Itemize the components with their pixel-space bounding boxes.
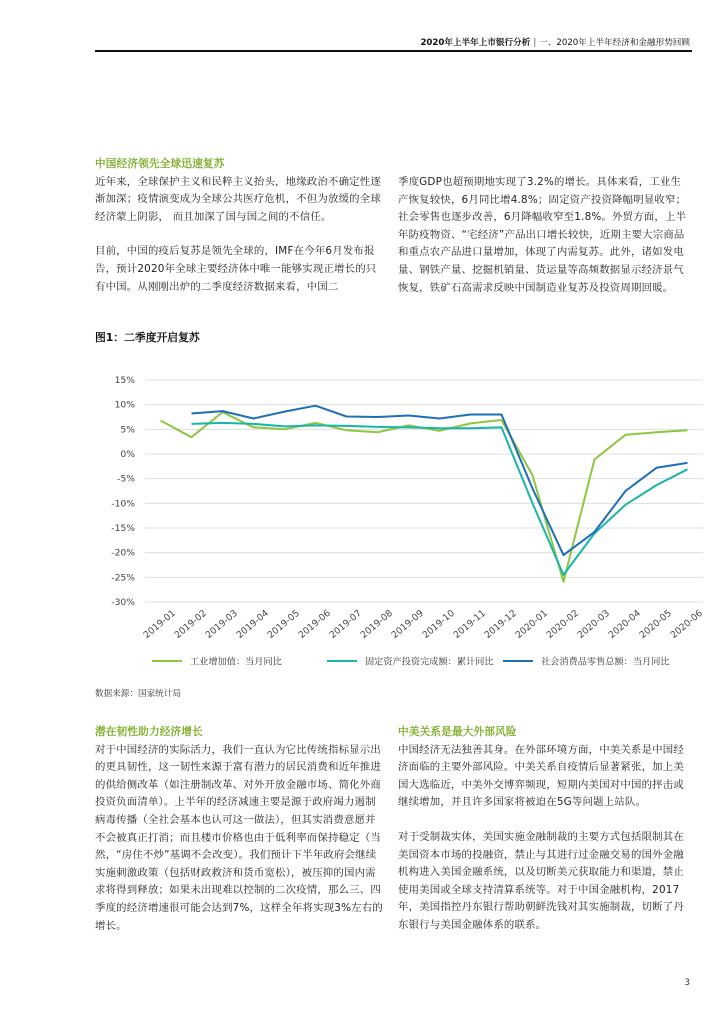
section1-left [95,156,385,296]
y-tick-label: 0% [120,449,135,460]
x-tick-label: 2019-09 [389,607,426,641]
x-tick-label: 2019-03 [203,607,240,641]
y-tick-label: -30% [111,597,135,608]
x-tick-label: 2019-11 [451,607,488,641]
report-title: 2020年上半年上市银行分析 [420,38,531,48]
y-axis-ticks [111,375,135,608]
chart-series [161,406,688,582]
section1-para1: 近年来，全球保护主义和民粹主义抬头，地缘政治不确定性逐渐加深；疫情演变成为全球公共医疗危机，不但为放缓的全球经济蒙上阴影， 而且加深了国与国之间的不信任。 [95,175,381,223]
figure-title: 图1：二季度开启复苏 [95,331,200,344]
section3-para1: 中国经济无法独善其身。在外部环境方面，中美关系是中国经济面临的主要外部风险。中美关系自疫情后显著紧张，加上美国大选临近，中美外交博弈频现，短期内美国对中国的抨击或继续增加，并且许多国家将被迫在5G等问题上站队。 [398,743,684,809]
x-tick-label: 2020-06 [668,607,705,641]
x-tick-label: 2020-02 [544,607,581,641]
section3 [398,724,690,935]
page-header: 2020年上半年上市银行分析 | 一、2020年上半年经济和金融形势回顾 [420,38,690,48]
x-tick-label: 2019-04 [234,607,271,641]
page-number: 3 [684,978,690,988]
legend-label-3: 社会消费品零售总额：当月同比 [541,656,670,668]
x-tick-label: 2020-01 [513,607,550,641]
x-tick-label: 2020-04 [606,607,643,641]
section2 [95,724,385,935]
section1-para2: 目前，中国的疫后复苏是领先全球的，IMF在今年6月发布报告，预计2020年全球主要经济体中唯一能够实现正增长的只有中国。从刚刚出炉的二季度经济数据来看，中国二 [95,245,377,293]
x-tick-label: 2019-07 [327,607,364,641]
header-rule [95,50,692,52]
section1-heading: 中国经济领先全球迅速复苏 [95,158,225,170]
legend-label-1: 工业增加值：当月同比 [190,656,282,668]
section-title: 一、2020年上半年经济和金融形势回顾 [539,38,690,48]
series-line-1 [161,412,688,582]
section1-right [398,174,690,297]
x-tick-label: 2020-05 [637,607,674,641]
section2-para1: 对于中国经济的实际活力，我们一直认为它比传统指标显示出的更具韧性，这一韧性来源于富有潜力的居民消费和近年推进的供给侧改革（如注册制改革、对外开放金融市场、简化外商投资负面清单）。上半年的经济减速主要是源于政府竭力遏制病毒传播（全社会基本也认可这一做法），但其实消费意愿并不会被真正打消；而且楼市价格也由于低利率而保持稳定（当然，“房住不炒”基调不会改变）。我们预计下半年政府会继续实施刺激政策（包括财政救济和货币宽松），被压抑的国内需求将得到释放；如果未出现难以控制的二次疫情，那么三、四季度的经济增速很可能会达到7%，这样全年将实现3%左右的增长。 [95,743,383,932]
x-tick-label: 2019-01 [141,607,178,641]
section3-para2: 对于受制裁实体，美国实施金融制裁的主要方式包括限制其在美国资本市场的投融资，禁止与其进行过金融交易的国外金融机构进入美国金融系统，以及切断美元获取能力和渠道，禁止使用美国或全球支持清算系统等。对于中国金融机构，2017年，美国指控丹东银行帮助朝鲜洗钱对其实施制裁，切断了丹东银行与美国金融体系的联系。 [398,830,684,931]
y-tick-label: -15% [111,523,135,534]
y-tick-label: -5% [117,473,135,485]
x-tick-label: 2019-12 [482,607,519,641]
x-axis-ticks [141,608,705,641]
legend-label-2: 固定资产投资完成额：累计同比 [365,656,494,668]
section3-heading: 中美关系是最大外部风险 [398,726,517,738]
y-tick-label: 5% [120,424,135,436]
x-tick-label: 2019-02 [172,607,209,641]
y-tick-label: -20% [111,547,135,559]
chart-legend [152,656,670,668]
y-tick-label: -25% [111,572,135,584]
x-tick-label: 2019-06 [296,607,333,641]
x-tick-label: 2019-05 [265,607,302,641]
x-tick-label: 2019-10 [420,607,457,641]
x-tick-label: 2019-08 [358,607,395,641]
line-chart [95,350,715,680]
section1-para3: 季度GDP也超预期地实现了3.2%的增长。具体来看，工业生产恢复较快，6月同比增4.8%；固定资产投资降幅明显收窄；社会零售也逐步改善，6月降幅收窄至1.8%。外贸方面，上半年防疫物资、“宅经济”产品出口增长较快，近期主要大宗商品和重点农产品进口量增加，体现了内需复苏。此外，诸如发电量、钢铁产量、挖掘机销量、货运量等高频数据显示经济景气恢复，铁矿石高需求反映中国制造业复苏及投资周期回暖。 [398,176,687,294]
y-tick-label: 15% [114,375,135,386]
y-tick-label: -10% [111,498,135,510]
x-tick-label: 2020-03 [575,607,612,641]
section2-heading: 潜在韧性助力经济增长 [95,726,203,738]
y-tick-label: 10% [114,399,135,411]
figure-source: 数据来源：国家统计局 [95,689,181,699]
